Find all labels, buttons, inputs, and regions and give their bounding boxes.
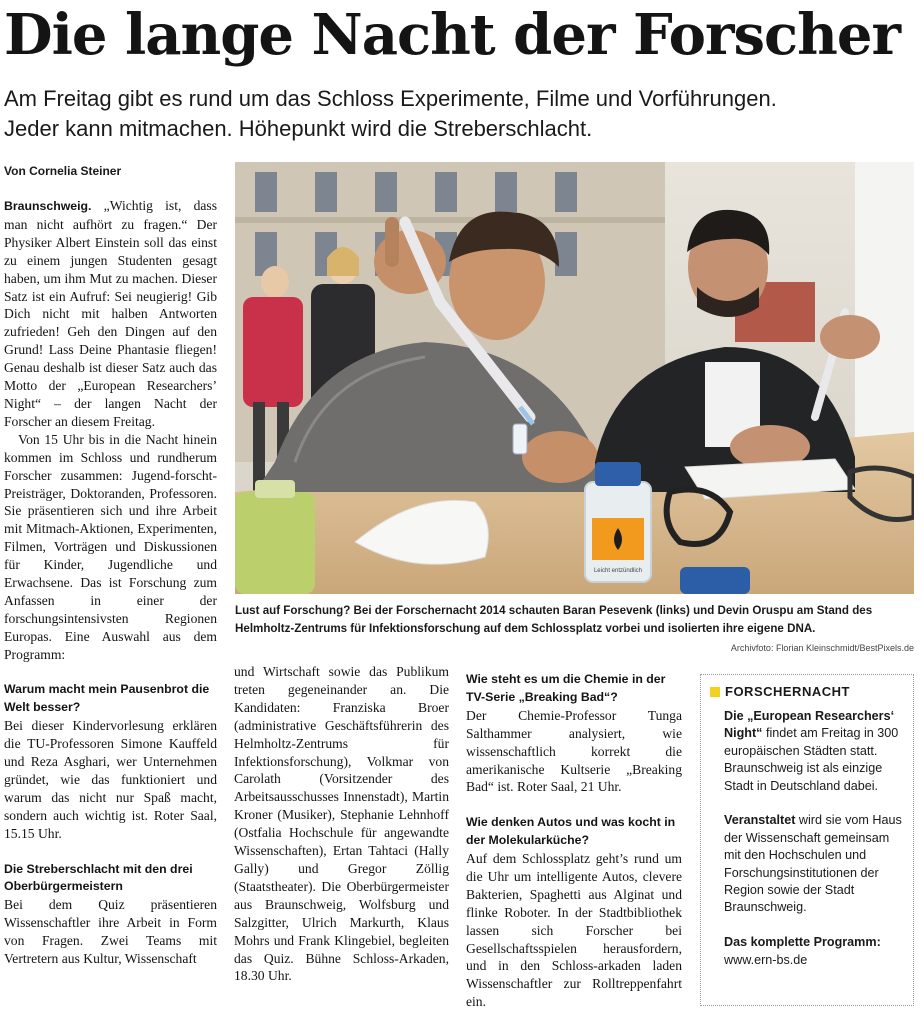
- headline: Die lange Nacht der Forscher: [4, 2, 900, 68]
- paragraph-schlossplatz: Auf dem Schlossplatz geht’s rund um die Uhr um intelligente Autos, clevere Bakterien, Spaghetti aus Alginat und flinke Roboter. In der Stadtbibliothek lassen sich Forscher bei Gesellschaftsspielen herausfordern, und in den Schloss-arkaden laden Wissenschaftler zur Rolltreppenfahrt ein.: [466, 851, 682, 1010]
- info-paragraph-2: Veranstaltet wird sie vom Haus der Wissenschaft gemeinsam mit den Hochschulen und Forschungsinstitutionen der Region sowie der Stadt Braunschweig.: [724, 813, 902, 915]
- article-column-3: [466, 671, 682, 1011]
- subhead-line-1: Am Freitag gibt es rund um das Schloss Experimente, Filme und Vorführungen.: [4, 86, 777, 111]
- byline: Von Cornelia Steiner: [4, 164, 122, 178]
- lab-scene-image: [235, 162, 914, 594]
- dateline: Braunschweig.: [4, 199, 92, 213]
- subheading-molekularkueche: Wie denken Autos und was kocht in der Molekularküche?: [466, 815, 676, 848]
- article-column-2: [234, 663, 449, 985]
- photo-credit: Archivfoto: Florian Kleinschmidt/BestPixels.de: [730, 643, 914, 653]
- paragraph-quiz: Bei dem Quiz präsentieren Wissenschaftler ihre Arbeit in Form von Fragen. Zwei Teams mit Vertretern aus Kultur, Wissenschaft: [4, 897, 217, 967]
- subheading-pausenbrot: Warum macht mein Pausenbrot die Welt besser?: [4, 682, 210, 715]
- paragraph-intro: „Wichtig ist, dass man nicht aufhört zu fragen.“ Der Physiker Albert Einstein soll das einst zu einem jungen Studenten gesagt haben, um ihm Mut zu machen. Dieser Satz ist ein Aufruf: Sei neugierig! Gib Dich nicht mit halben Antworten zufrieden! Geh den Dingen auf den Grund! Lass Deine Phantasie fliegen! Genau deshalb ist dieser Satz auch das Motto der „European Researchers’ Night“ – der langen Nacht der Forscher an diesem Freitag.: [4, 198, 217, 429]
- program-link[interactable]: www.ern-bs.de: [724, 952, 808, 967]
- info-box-title: FORSCHERNACHT: [710, 684, 850, 699]
- article-photo: [235, 162, 914, 594]
- article-column-1: [4, 197, 217, 968]
- info-box-text: [724, 708, 906, 986]
- paragraph-breaking-bad: Der Chemie-Professor Tunga Salthammer analysiert, wie wissenschaftlich korrekt die amerikanische Kultserie „Breaking Bad“ ist. Roter Saal, 21 Uhr.: [466, 707, 682, 795]
- info-paragraph-3: Das komplette Programm: www.ern-bs.de: [724, 935, 881, 967]
- paragraph-pausenbrot: Bei dieser Kindervorlesung erklären die TU-Professoren Simone Kauffeld und Reza Asghari, wer Unternehmen gründet, wie das funktioniert und warum das nicht nur Spaß macht, sondern auch wichtig ist. Roter Saal, 15.15 Uhr.: [4, 718, 217, 841]
- subheading-streberschlacht: Die Streberschlacht mit den drei Oberbürgermeistern: [4, 861, 193, 894]
- subhead-line-2: Jeder kann mitmachen. Höhepunkt wird die Streberschlacht.: [4, 116, 593, 141]
- info-paragraph-1: Die „European Researchers‘ Night“ findet am Freitag in 300 europäischen Städten statt. Braunschweig ist als einzige Stadt in Deutschland dabei.: [724, 709, 899, 793]
- paragraph-candidates: und Wirtschaft sowie das Publikum treten gegeneinander an. Die Kandidaten: Franziska Broer (administrative Geschäftsführerin des Helmholtz-Zentrums für Infektionsforschung), Volkmar von Carolath (Vorsitzender des Arbeitsausschusses Innenstadt), Martin Kroner (Musiker), Stephanie Lehnhoff (Ostfalia Hochschule für angewandte Wissenschaften), Ertan Tahtaci (Hally Gally) und Gregor Zöllig (Staatstheater). Die Oberbürgermeister aus Braunschweig, Wolfsburg und Salzgitter, Ulrich Markurth, Klaus Mohrs und Frank Klingebiel, begleiten das Quiz. Bühne Schloss-Arkaden, 18.30 Uhr.: [234, 664, 449, 984]
- yellow-square-icon: [710, 687, 720, 697]
- subheading-breaking-bad: Wie steht es um die Chemie in der TV-Serie „Breaking Bad“?: [466, 672, 666, 704]
- subhead: [4, 84, 920, 144]
- paragraph-program: Von 15 Uhr bis in die Nacht hinein kommen im Schloss und rundherum Forscher zusammen: Jugend-forscht-Preisträger, Doktoranden, Professoren. Sie präsentieren sich und ihre Arbeit mit Mitmach-Aktionen, Experimenten, Filmen, Vorträgen und Diskussionen für Kinder, Jugendliche und Erwachsene. Das ist Forschung zum Anfassen in einer der forschungsintensivsten Regionen Europas. Eine Auswahl aus dem Programm:: [4, 431, 217, 662]
- bottle-label: Leicht entzündlich: [593, 568, 643, 574]
- photo-caption: Lust auf Forschung? Bei der Forschernacht 2014 schauten Baran Pesevenk (links) und Devin Oruspu am Stand des Helmholtz-Zentrums für Infektionsforschung auf dem Schlossplatz vorbei und isolierten ihre eigene DNA.: [235, 604, 873, 635]
